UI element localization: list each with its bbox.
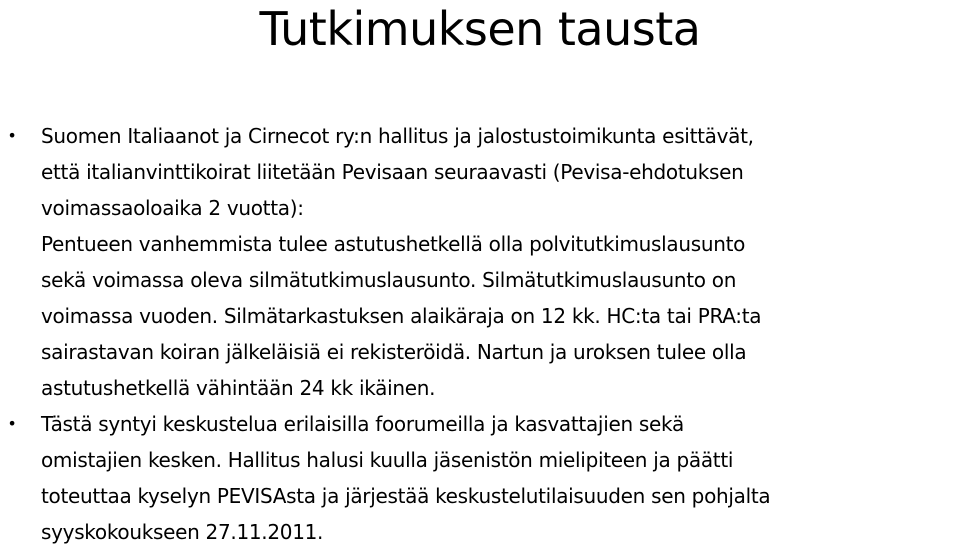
bullet-text-line: voimassa vuoden. Silmätarkastuksen alaikäraja on 12 kk. HC:ta tai PRA:ta	[41, 304, 762, 328]
bullet-marker: •	[7, 126, 17, 145]
bullet-text-line: Tästä syntyi keskustelua erilaisilla foorumeilla ja kasvattajien sekä	[41, 412, 684, 436]
bullet-item	[0, 406, 960, 550]
bullet-text-line: sairastavan koiran jälkeläisiä ei rekisteröidä. Nartun ja uroksen tulee olla	[41, 340, 747, 364]
bullet-list	[0, 118, 960, 550]
bullet-text-line: omistajien kesken. Hallitus halusi kuulla jäsenistön mielipiteen ja päätti	[41, 448, 734, 472]
bullet-text-line: syyskokoukseen 27.11.2011.	[41, 520, 324, 544]
bullet-text-line: että italianvinttikoirat liitetään Pevisaan seuraavasti (Pevisa-ehdotuksen	[41, 160, 744, 184]
bullet-text-line: sekä voimassa oleva silmätutkimuslausunto. Silmätutkimuslausunto on	[41, 268, 737, 292]
bullet-text-line: Pentueen vanhemmista tulee astutushetkellä olla polvitutkimuslausunto	[41, 232, 746, 256]
bullet-text-line: astutushetkellä vähintään 24 kk ikäinen.	[41, 376, 436, 400]
bullet-item	[0, 118, 960, 406]
bullet-text-line: toteuttaa kyselyn PEVISAsta ja järjestää keskustelutilaisuuden sen pohjalta	[41, 484, 771, 508]
bullet-text-line: voimassaoloaika 2 vuotta):	[41, 196, 304, 220]
bullet-text-line: Suomen Italiaanot ja Cirnecot ry:n hallitus ja jalostustoimikunta esittävät,	[41, 124, 754, 148]
bullet-marker: •	[7, 414, 17, 433]
slide-title: Tutkimuksen tausta	[259, 2, 701, 56]
